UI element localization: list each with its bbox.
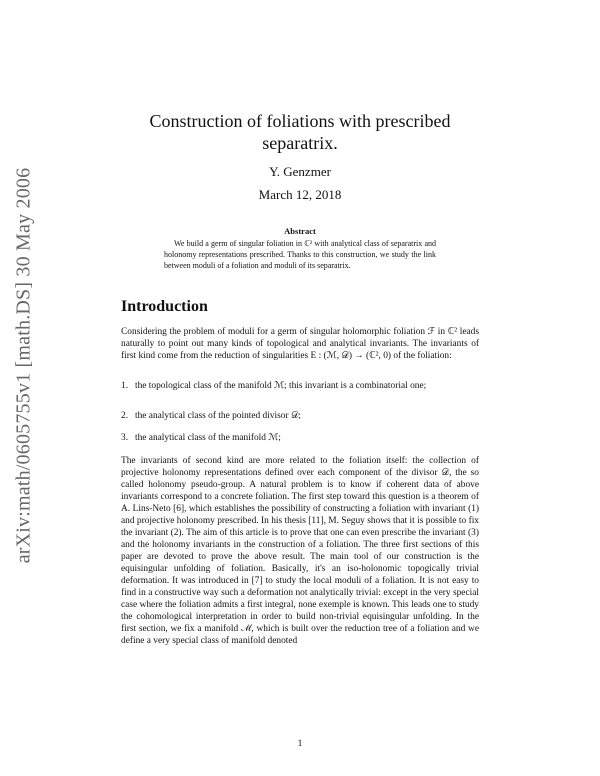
list-item-text: the analytical class of the pointed divisor 𝒟; [135, 411, 302, 421]
author: Y. Genzmer [269, 164, 331, 179]
list-item-number: 1. [121, 381, 129, 391]
list-item-number: 2. [121, 411, 129, 421]
arxiv-identifier: arXiv:math/0605755v1 [math.DS] 30 May 2006 [12, 167, 35, 563]
page-number: 1 [297, 739, 303, 749]
title-line-2: separatrix. [262, 133, 338, 153]
arxiv-sidebar [4, 150, 44, 580]
date: March 12, 2018 [258, 187, 342, 202]
list-item-text: the analytical class of the manifold ℳ; [135, 433, 281, 443]
intro-paragraph-2: The invariants of second kind are more related to the foliation itself: the collection of projective holonomy representations defined over each component of the divisor 𝒟, the so called holonomy pseudo-group. A natural problem is to know if coherent data of above invariants correspond to a concrete foliation. The first step toward this question is a theorem of A. Lins-Neto [6], which establishes the possibility of constructing a foliation with invariant (1) and projective holonomy prescribed. In his thesis [11], M. Seguy shows that it is possible to fix the invariant (2). The aim of this article is to prove that one can even prescribe the invariant (3) and the holonomy invariants in the construction of a foliation. The three first sections of this paper are devoted to prove the above result. The main tool of our construction is the equisingular unfolding of foliation. Basically, it's an iso-holonomic topogically trivial deformation. It was introduced in [7] to study the local moduli of a foliation. It is not easy to find in a constructive way such a deformation not analytically trivial: except in the very special case where the foliation admits a first integral, none exemple is known. This leads one to study the cohomological interpretation in order to build non-trivial equisingular unfolding. In the first section, we fix a manifold ℳ, which is built over the reduction tree of a foliation and we define a very special class of manifold denoted [121, 456, 479, 646]
title-line-1: Construction of foliations with prescribed [149, 111, 451, 131]
list-item-text: the topological class of the manifold ℳ; this invariant is a combinatorial one; [135, 381, 427, 391]
list-item [121, 432, 479, 444]
abstract-text: We build a germ of singular foliation in ℂ² with analytical class of separatrix and holonomy representations prescribed. Thanks to this construction, we study the link between moduli of a foliation and moduli of its separatrix. [164, 239, 436, 270]
list-item-number: 3. [121, 433, 129, 443]
list-item [121, 380, 479, 392]
abstract-heading: Abstract [284, 226, 316, 236]
intro-paragraph-1: Considering the problem of moduli for a germ of singular holomorphic foliation ℱ in ℂ² leads naturally to point out many kinds of topological and analytical invariants. The invariants of first kind come from the reduction of singularities E : (ℳ, 𝒟) → (ℂ², 0) of the foliation: [121, 327, 479, 361]
paper-title [0, 110, 600, 154]
section-heading-introduction: Introduction [121, 298, 208, 315]
list-item [121, 410, 479, 422]
